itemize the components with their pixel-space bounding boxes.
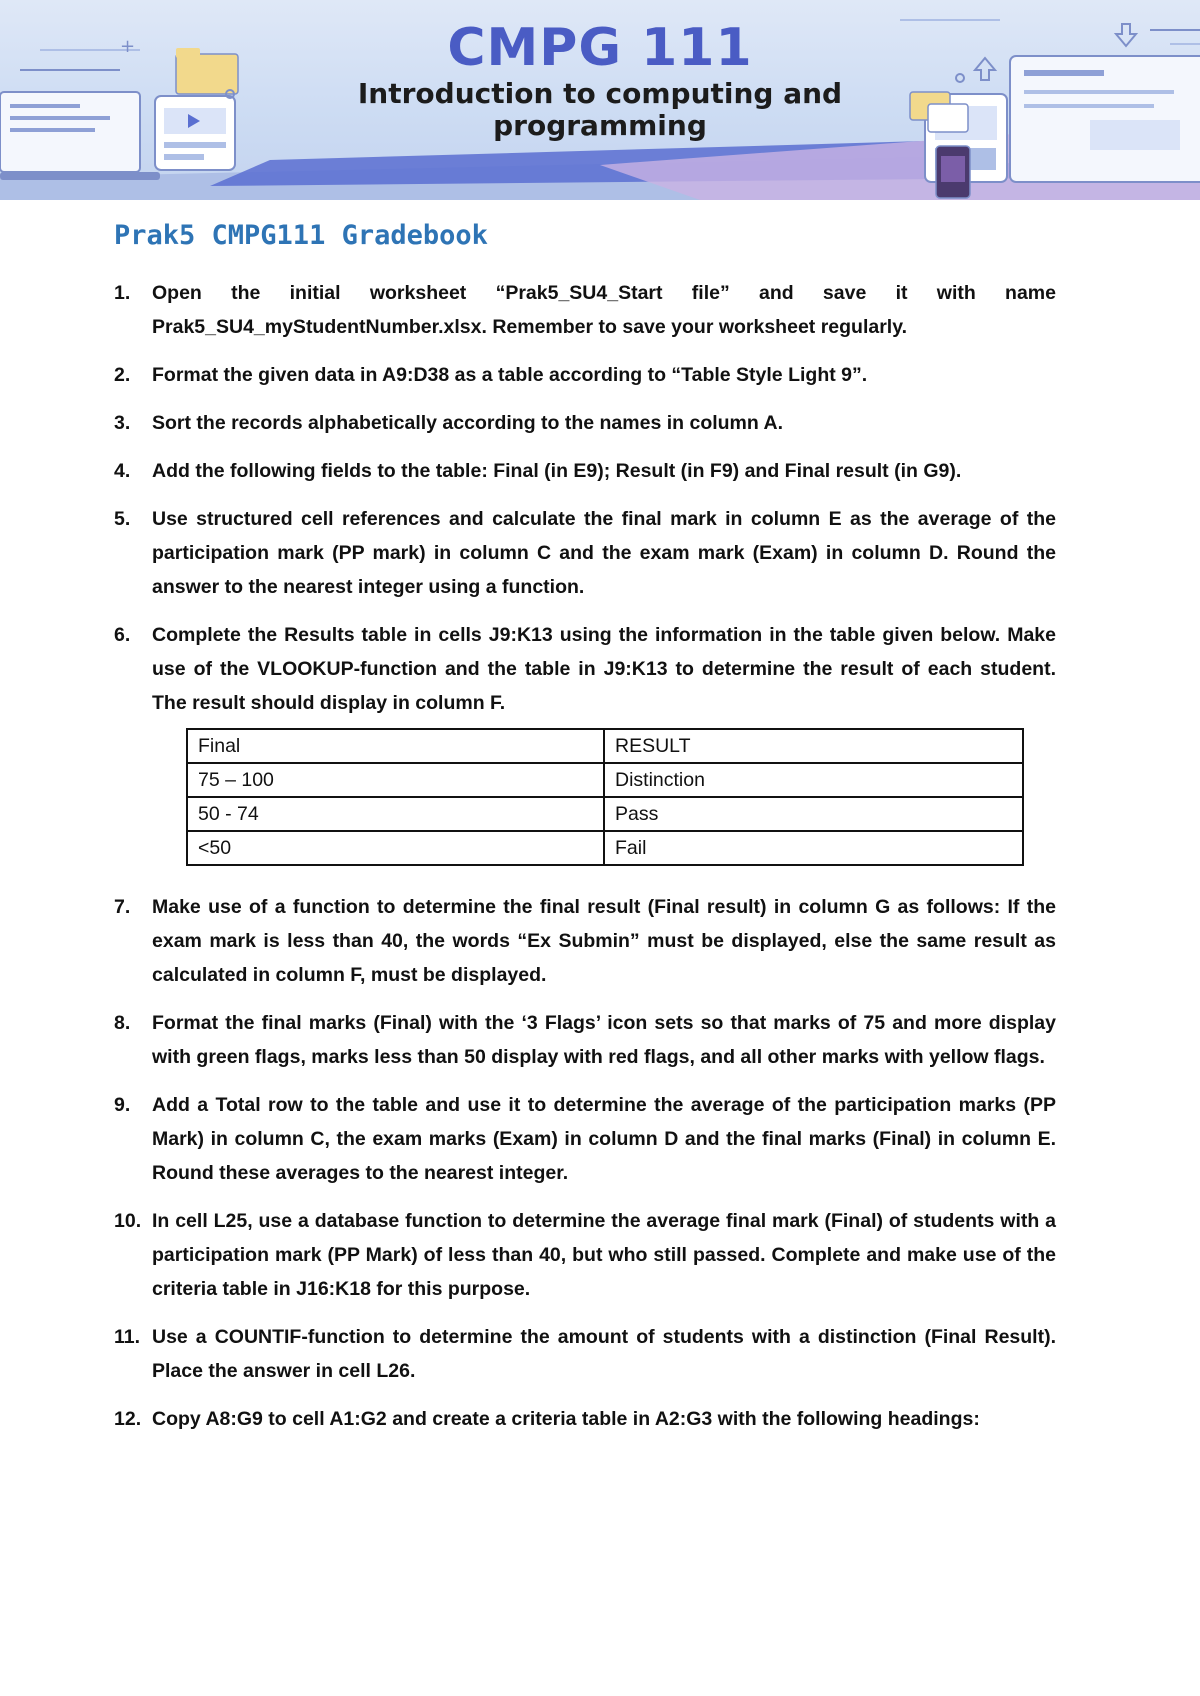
step-text: Use structured cell references and calculate the final mark in column E as the average of the participation mark (PP mark) in column C and the exam mark (Exam) in column D. Round the answer to the nearest integer using a function. <box>152 508 1056 598</box>
results-cell-result: Pass <box>604 797 1023 831</box>
results-cell-final: 75 – 100 <box>187 763 604 797</box>
document-title: Prak5 CMPG111 Gradebook <box>114 220 488 251</box>
results-header-result: RESULT <box>604 729 1023 763</box>
step-number: 12. <box>114 1408 142 1430</box>
results-cell-result: Fail <box>604 831 1023 865</box>
table-row <box>187 831 1023 865</box>
step-number: 2. <box>114 364 131 386</box>
step-5 <box>114 502 1056 604</box>
step-4 <box>114 454 1056 488</box>
step-number: 4. <box>114 460 131 482</box>
step-3 <box>114 406 1056 440</box>
step-number: 8. <box>114 1012 131 1034</box>
step-number: 10. <box>114 1210 142 1232</box>
step-number: 9. <box>114 1094 131 1116</box>
step-10 <box>114 1204 1056 1306</box>
step-text: Use a COUNTIF-function to determine the amount of students with a distinction (Final Result). Place the answer in cell L26. <box>152 1326 1056 1382</box>
step-6 <box>114 618 1056 876</box>
step-text: Add a Total row to the table and use it to determine the average of the participation marks (PP Mark) in column C, the exam marks (Exam) in column D and the final marks (Final) in column E. Round these averages to the nearest integer. <box>152 1094 1056 1184</box>
step-9 <box>114 1088 1056 1190</box>
tablet-icon <box>155 96 235 170</box>
svg-text:+: + <box>120 36 136 57</box>
step-text: Sort the records alphabetically according to the names in column A. <box>152 412 783 434</box>
table-row <box>187 763 1023 797</box>
step-7 <box>114 890 1056 992</box>
step-text: Open the initial worksheet “Prak5_SU4_Start file” and save it with name Prak5_SU4_myStudentNumber.xlsx. Remember to save your worksheet regularly. <box>152 282 1056 338</box>
step-number: 11. <box>114 1326 141 1348</box>
results-table-header-row <box>187 729 1023 763</box>
step-number: 3. <box>114 412 131 434</box>
banner-title: CMPG 111 <box>447 18 753 78</box>
step-text: Format the final marks (Final) with the ‘3 Flags’ icon sets so that marks of 75 and more display with green flags, marks less than 50 display with red flags, and all other marks with yellow flags. <box>152 1012 1056 1068</box>
step-text: Format the given data in A9:D38 as a table according to “Table Style Light 9”. <box>152 364 868 386</box>
step-text <box>152 618 1056 876</box>
step-number: 1. <box>114 282 131 304</box>
step-text: In cell L25, use a database function to determine the average final mark (Final) of students with a participation mark (PP Mark) of less than 40, but who still passed. Complete and make use of the criteria table in J16:K18 for this purpose. <box>152 1210 1056 1300</box>
table-row <box>187 797 1023 831</box>
step-number: 7. <box>114 896 131 918</box>
step-11 <box>114 1320 1056 1388</box>
step-8 <box>114 1006 1056 1074</box>
step-number: 5. <box>114 508 131 530</box>
step-number: 6. <box>114 624 131 646</box>
step-1 <box>114 276 1056 344</box>
step-text: Add the following fields to the table: Final (in E9); Result (in F9) and Final result (in G9). <box>152 460 962 482</box>
laptop-icon <box>0 92 160 180</box>
results-header-final: Final <box>187 729 604 763</box>
step-text: Make use of a function to determine the final result (Final result) in column G as follows: If the exam mark is less than 40, the words “Ex Submin” must be displayed, else the same result as calculated in column F, must be displayed. <box>152 896 1056 986</box>
phone-icon <box>936 146 970 198</box>
results-table <box>186 728 1024 866</box>
results-cell-final: <50 <box>187 831 604 865</box>
results-cell-final: 50 - 74 <box>187 797 604 831</box>
step-text: Copy A8:G9 to cell A1:G2 and create a criteria table in A2:G3 with the following headings: <box>152 1408 980 1430</box>
header-banner <box>0 0 1200 200</box>
banner-subtitle: Introduction to computing and programming <box>357 77 843 142</box>
results-cell-result: Distinction <box>604 763 1023 797</box>
step-12 <box>114 1402 1056 1436</box>
instruction-list <box>114 276 1056 1450</box>
step-text-body: Complete the Results table in cells J9:K13 using the information in the table given below. Make use of the VLOOKUP-function and the table in J9:K13 to determine the result of each student. The result should display in column F. <box>152 624 1056 714</box>
step-2 <box>114 358 1056 392</box>
